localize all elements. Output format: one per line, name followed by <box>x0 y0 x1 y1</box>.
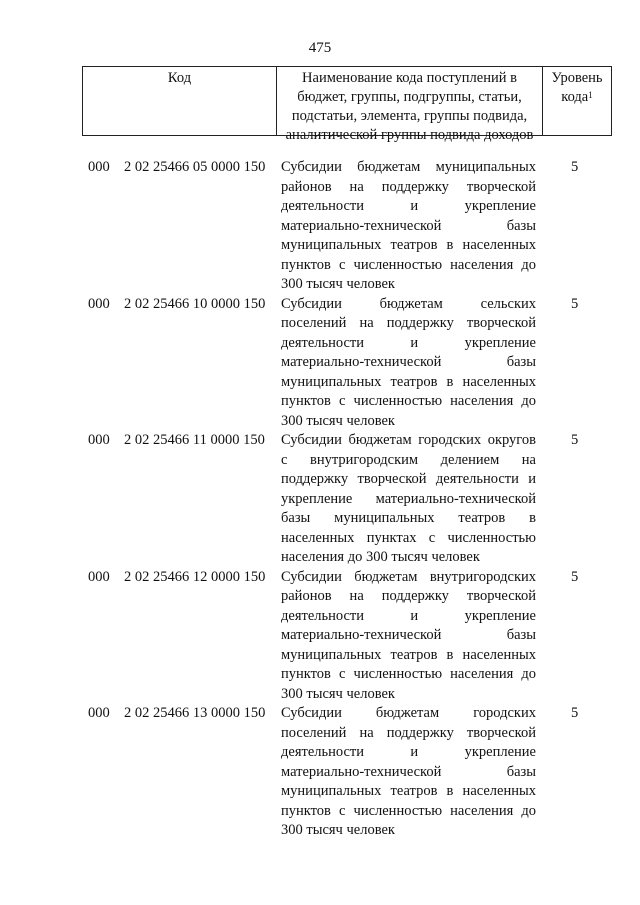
row-level: 5 <box>571 568 579 585</box>
row-name-line: пунктов с численностью населения до <box>281 666 536 682</box>
row-name-line: базы муниципальных театров в <box>281 510 536 526</box>
row-level: 5 <box>571 432 579 448</box>
row-admin-code: 000 <box>88 568 110 585</box>
row-name-line: пунктов с численностью населения до <box>281 256 536 273</box>
row-income-code: 2 02 25466 13 0000 150 <box>124 705 266 721</box>
table-body <box>0 158 640 841</box>
table-row <box>0 568 640 705</box>
row-name <box>281 704 536 841</box>
row-income-code: 2 02 25466 10 0000 150 <box>124 295 266 312</box>
row-name-line: укрепление материально-технической <box>281 490 536 507</box>
row-name-line: поддержку творческой деятельности и <box>281 471 536 487</box>
row-name-line: Субсидии бюджетам внутригородских <box>281 568 536 585</box>
row-name-line: материально-технической базы <box>281 627 536 643</box>
row-admin-code: 000 <box>88 432 110 448</box>
row-name-line: пунктов с численностью населения до <box>281 393 536 409</box>
row-name-line: муниципальных театров в населенных <box>281 373 536 390</box>
row-name <box>281 431 536 568</box>
header-name: Наименование кода поступлений в бюджет, группы, подгруппы, статьи, подстатьи, элемента, группы подвида, аналитической группы подвида доходов <box>277 67 543 135</box>
row-name-line: населения до 300 тысяч человек <box>281 549 480 565</box>
row-name-line: Субсидии бюджетам городских <box>281 705 536 721</box>
row-name-line: пунктов с численностью населения до <box>281 802 536 819</box>
row-name-line: 300 тысяч человек <box>281 685 395 702</box>
row-name-line: поселений на поддержку творческой <box>281 724 536 741</box>
row-name-line: материально-технической базы <box>281 217 536 234</box>
row-name <box>281 568 536 705</box>
row-name-line: населенных пунктах с численностью <box>281 529 536 546</box>
row-admin-code: 000 <box>88 295 110 312</box>
row-income-code: 2 02 25466 05 0000 150 <box>124 159 266 175</box>
row-name <box>281 158 536 295</box>
row-income-code: 2 02 25466 11 0000 150 <box>124 432 265 448</box>
row-name-line: Субсидии бюджетам муниципальных <box>281 159 536 175</box>
page-number: 475 <box>308 40 332 56</box>
row-name-line: с внутригородским делением на <box>281 451 536 468</box>
table-row <box>0 158 640 295</box>
header-level-label: Уровень кода <box>551 70 603 105</box>
row-income-code: 2 02 25466 12 0000 150 <box>124 568 266 585</box>
row-name-line: 300 тысяч человек <box>281 412 395 429</box>
table-row <box>0 431 640 568</box>
row-level: 5 <box>571 295 579 312</box>
table-row <box>0 704 640 841</box>
row-name-line: материально-технической базы <box>281 763 536 780</box>
row-name-line: деятельности и укрепление <box>281 607 536 624</box>
header-level-footnote: 1 <box>588 90 593 100</box>
table-header <box>82 66 612 143</box>
row-name-line: муниципальных театров в населенных <box>281 646 536 663</box>
header-level <box>543 67 611 135</box>
row-name-line: 300 тысяч человек <box>281 276 395 292</box>
row-name-line: поселений на поддержку творческой <box>281 315 536 331</box>
row-name <box>281 295 536 432</box>
row-level: 5 <box>571 159 579 175</box>
header-code: Код <box>83 67 277 135</box>
row-name-line: районов на поддержку творческой <box>281 588 536 604</box>
row-admin-code: 000 <box>88 159 110 175</box>
row-name-line: муниципальных театров в населенных <box>281 237 536 253</box>
row-level: 5 <box>571 705 579 721</box>
row-name-line: Субсидии бюджетам городских округов <box>281 432 536 448</box>
row-name-line: деятельности и укрепление <box>281 198 536 214</box>
row-name-line: 300 тысяч человек <box>281 822 395 838</box>
row-admin-code: 000 <box>88 705 110 721</box>
row-name-line: Субсидии бюджетам сельских <box>281 295 536 312</box>
row-name-line: районов на поддержку творческой <box>281 178 536 195</box>
table-row <box>0 295 640 432</box>
row-name-line: деятельности и укрепление <box>281 744 536 760</box>
row-name-line: муниципальных театров в населенных <box>281 783 536 799</box>
row-name-line: деятельности и укрепление <box>281 334 536 351</box>
row-name-line: материально-технической базы <box>281 354 536 370</box>
